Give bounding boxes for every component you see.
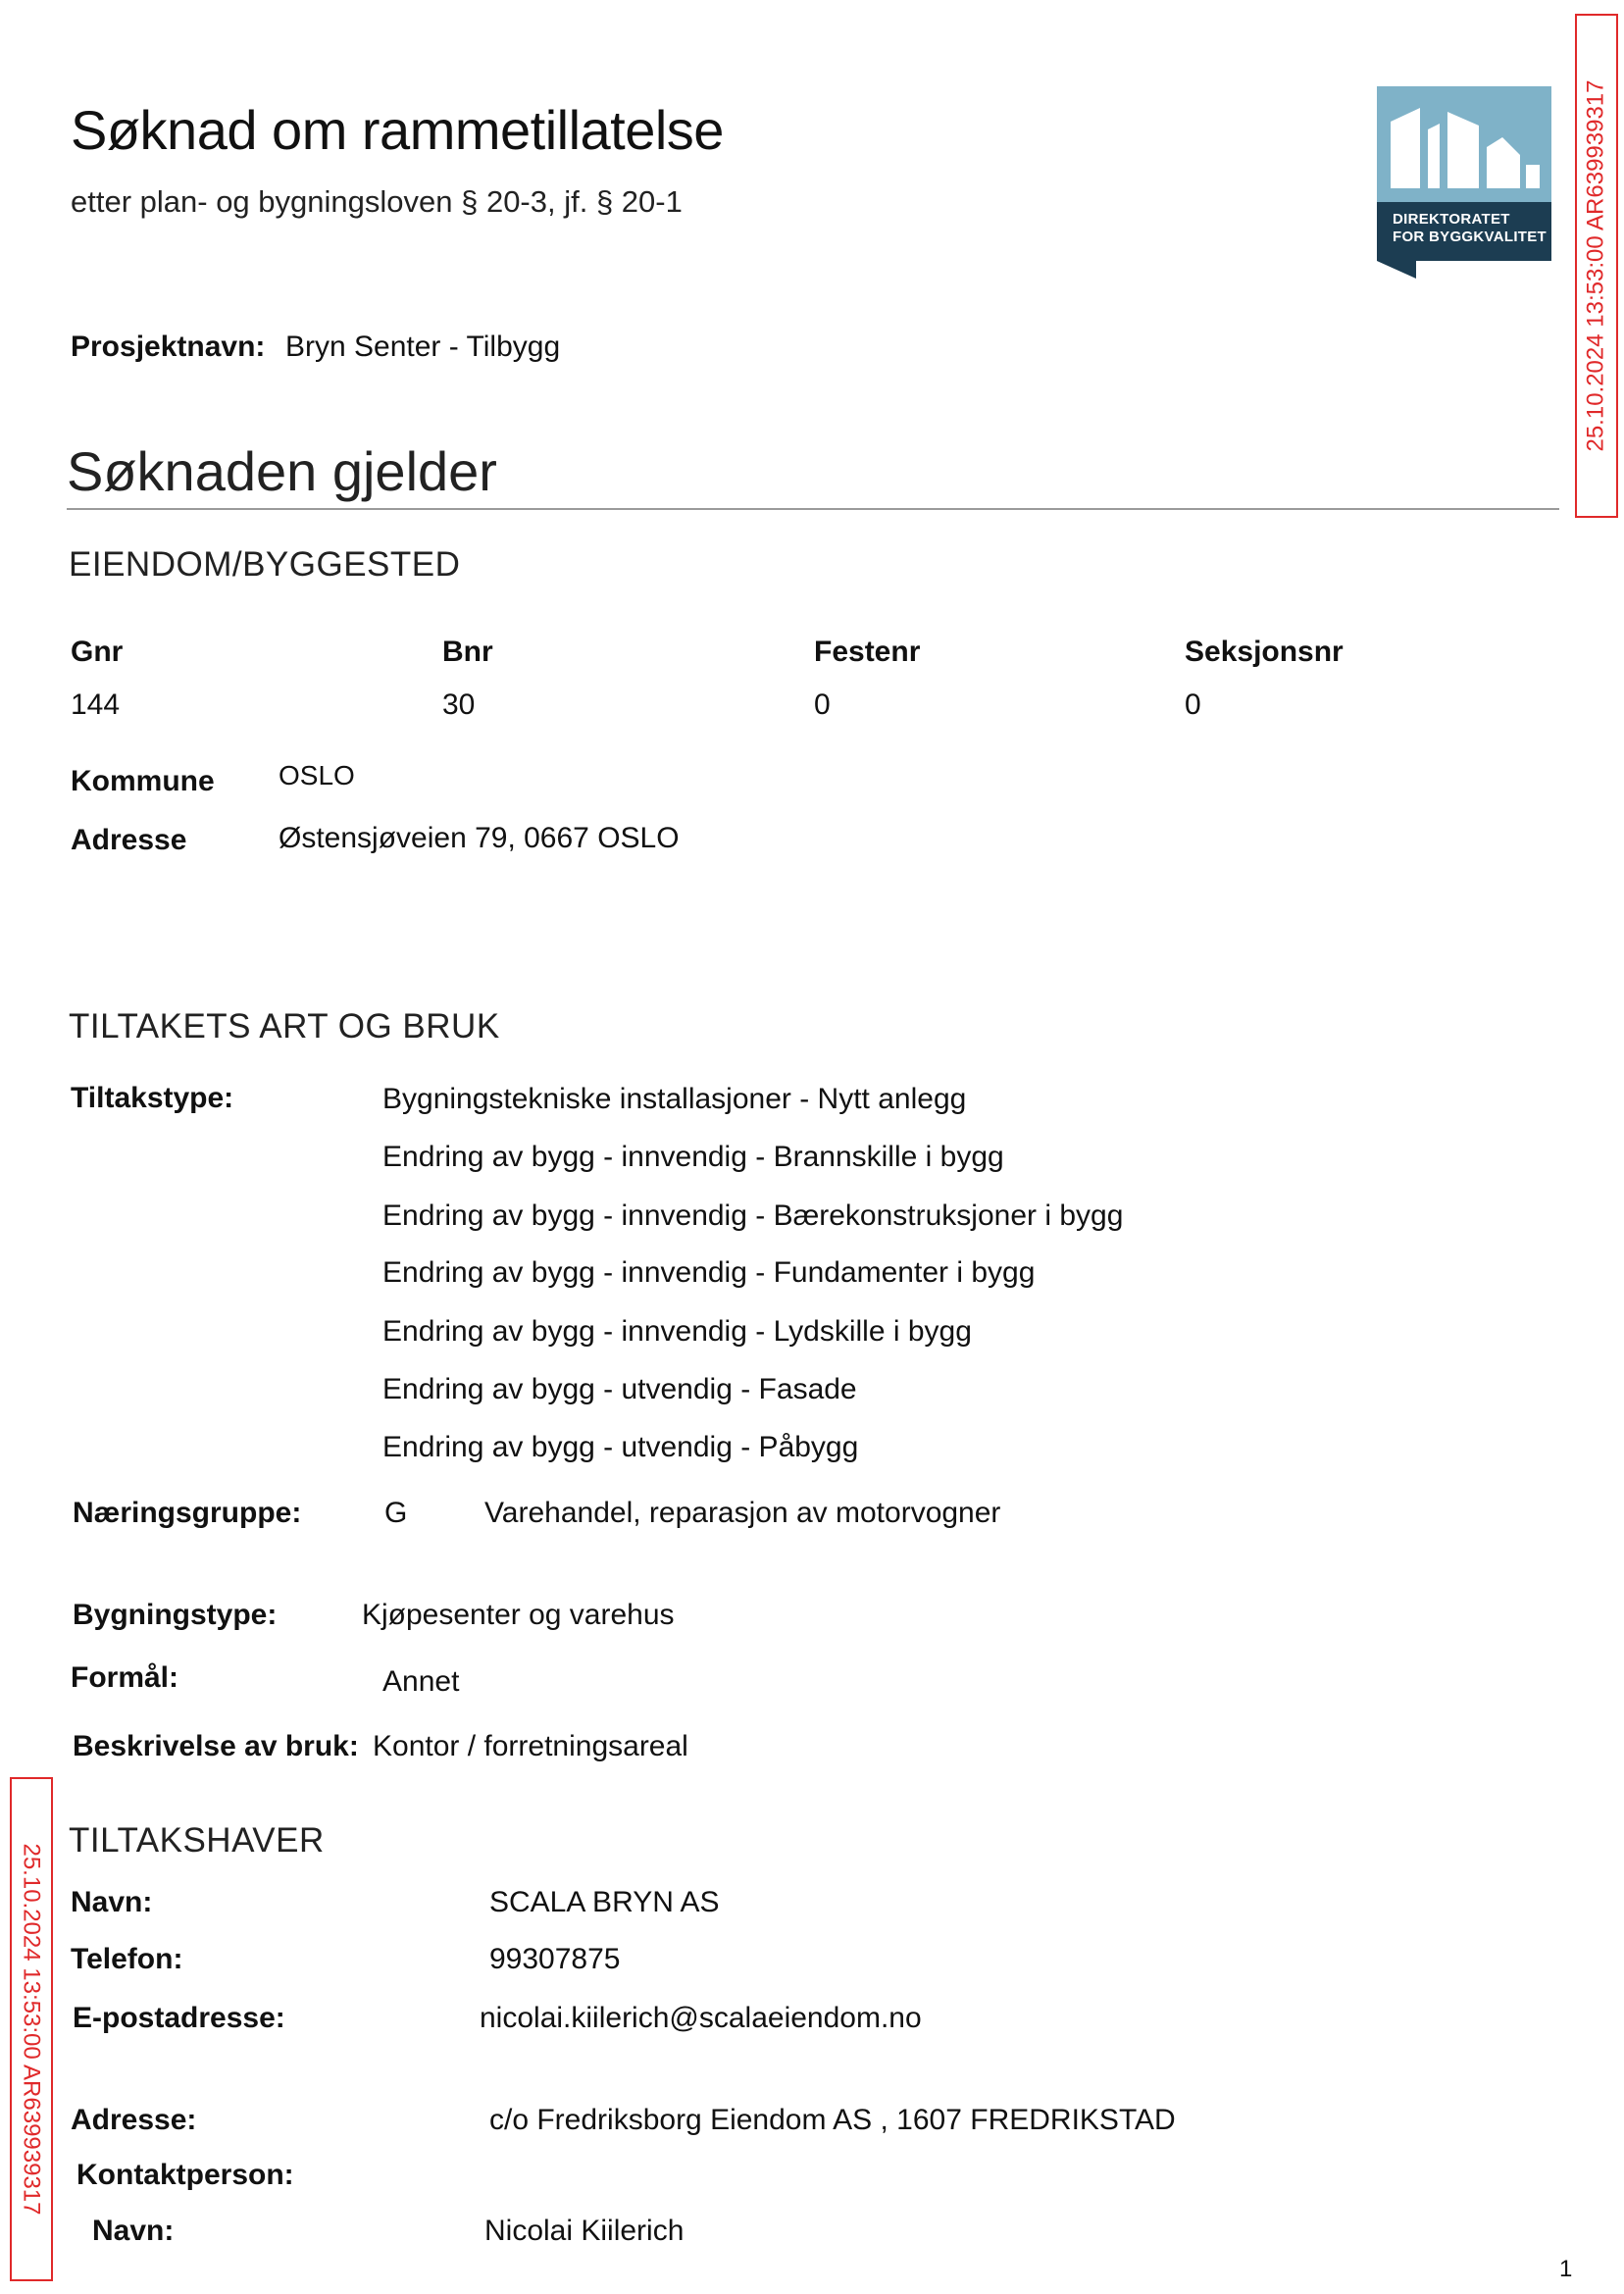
telefon-label: Telefon: bbox=[71, 1943, 183, 1975]
kommune-label: Kommune bbox=[71, 765, 215, 797]
dibk-logo-icon bbox=[1377, 86, 1551, 279]
formal-label: Formål: bbox=[71, 1661, 179, 1694]
seksjonsnr-label: Seksjonsnr bbox=[1185, 636, 1344, 668]
tiltakshaver-adresse-label: Adresse: bbox=[71, 2104, 197, 2136]
beskrivelse-label: Beskrivelse av bruk: bbox=[73, 1730, 359, 1762]
tiltakshaver-heading: TILTAKSHAVER bbox=[69, 1821, 325, 1860]
gnr-value: 144 bbox=[71, 688, 121, 721]
tiltakstype-label: Tiltakstype: bbox=[71, 1082, 234, 1114]
receipt-stamp-left bbox=[10, 1777, 53, 2281]
kommune-value: OSLO bbox=[279, 760, 355, 790]
bnr-value: 30 bbox=[442, 688, 476, 721]
gnr-label: Gnr bbox=[71, 636, 124, 668]
section-divider bbox=[67, 508, 1559, 510]
festenr-label: Festenr bbox=[814, 636, 921, 668]
seksjonsnr-value: 0 bbox=[1185, 688, 1201, 721]
telefon-value: 99307875 bbox=[489, 1943, 621, 1975]
receipt-stamp-text: 25.10.2024 13:53:00 AR639939317 bbox=[19, 1843, 45, 2216]
epost-value: nicolai.kiilerich@scalaeiendom.no bbox=[480, 2002, 922, 2034]
tiltak-heading: TILTAKETS ART OG BRUK bbox=[69, 1007, 500, 1045]
kontaktperson-label: Kontaktperson: bbox=[76, 2159, 294, 2191]
epost-label: E-postadresse: bbox=[73, 2002, 285, 2034]
naeringsgruppe-label: Næringsgruppe: bbox=[73, 1497, 302, 1529]
beskrivelse-value: Kontor / forretningsareal bbox=[373, 1730, 688, 1762]
adresse-value: Østensjøveien 79, 0667 OSLO bbox=[279, 822, 680, 854]
tiltakstype-item: Endring av bygg - utvendig - Fasade bbox=[382, 1373, 857, 1405]
logo-text-line1: DIREKTORATET bbox=[1393, 211, 1510, 228]
bygningstype-value: Kjøpesenter og varehus bbox=[362, 1599, 675, 1631]
page-number: 1 bbox=[1559, 2256, 1573, 2282]
logo-text-line2: FOR BYGGKVALITET bbox=[1393, 229, 1548, 245]
bygningstype-label: Bygningstype: bbox=[73, 1599, 278, 1631]
tiltakstype-item: Bygningstekniske installasjoner - Nytt anlegg bbox=[382, 1083, 967, 1115]
property-heading: EIENDOM/BYGGESTED bbox=[69, 545, 461, 584]
bnr-label: Bnr bbox=[442, 636, 493, 668]
document-subtitle: etter plan- og bygningsloven § 20-3, jf. § 20-1 bbox=[71, 184, 683, 219]
naeringsgruppe-code: G bbox=[384, 1497, 408, 1529]
formal-value: Annet bbox=[382, 1665, 460, 1698]
document-title: Søknad om rammetillatelse bbox=[71, 99, 724, 161]
tiltakshaver-navn-value: SCALA BRYN AS bbox=[489, 1886, 720, 1918]
tiltakstype-item: Endring av bygg - innvendig - Lydskille i bygg bbox=[382, 1315, 972, 1348]
tiltakshaver-adresse-value: c/o Fredriksborg Eiendom AS , 1607 FREDRIKSTAD bbox=[489, 2104, 1176, 2136]
project-name-value: Bryn Senter - Tilbygg bbox=[285, 331, 561, 363]
receipt-stamp-top bbox=[1575, 14, 1618, 518]
section-title: Søknaden gjelder bbox=[67, 440, 497, 502]
tiltakstype-item: Endring av bygg - utvendig - Påbygg bbox=[382, 1431, 859, 1463]
project-name-label: Prosjektnavn: bbox=[71, 331, 266, 363]
naeringsgruppe-description: Varehandel, reparasjon av motorvogner bbox=[484, 1497, 1001, 1529]
tiltakshaver-navn-label: Navn: bbox=[71, 1886, 153, 1918]
adresse-label: Adresse bbox=[71, 824, 187, 856]
kontaktperson-navn-value: Nicolai Kiilerich bbox=[484, 2215, 685, 2247]
receipt-stamp-text: 25.10.2024 13:53:00 AR639939317 bbox=[1583, 79, 1609, 452]
tiltakstype-item: Endring av bygg - innvendig - Brannskille i bygg bbox=[382, 1141, 1004, 1173]
tiltakstype-item: Endring av bygg - innvendig - Fundamenter i bygg bbox=[382, 1256, 1036, 1289]
kontaktperson-navn-label: Navn: bbox=[92, 2215, 175, 2247]
festenr-value: 0 bbox=[814, 688, 831, 721]
tiltakstype-item: Endring av bygg - innvendig - Bærekonstruksjoner i bygg bbox=[382, 1199, 1124, 1232]
